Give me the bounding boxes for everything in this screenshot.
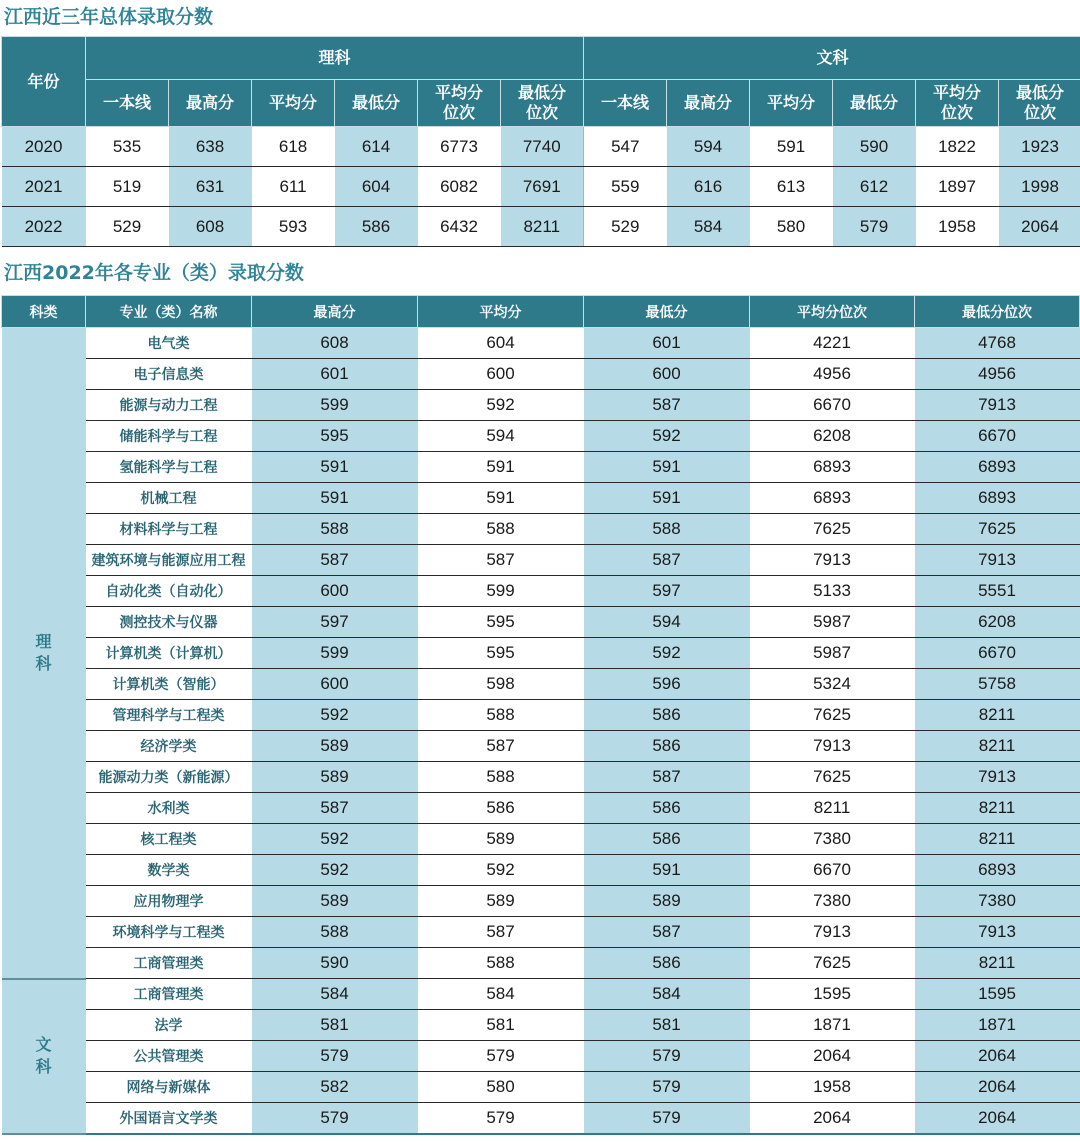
max-score-cell: 600 (252, 669, 418, 700)
min-score-cell: 592 (584, 421, 750, 452)
avg-score-cell: 598 (418, 669, 584, 700)
min-score-cell: 591 (584, 483, 750, 514)
min-score-cell: 587 (584, 545, 750, 576)
year-cell: 2020 (2, 127, 86, 167)
major-name-cell: 电子信息类 (86, 359, 252, 390)
sub-header: 平均分 位次 (916, 80, 999, 127)
avg-score-cell: 588 (418, 948, 584, 979)
major-name-cell: 环境科学与工程类 (86, 917, 252, 948)
major-row (2, 731, 1080, 762)
major-header-row (2, 296, 1080, 328)
avg-rank-cell: 1958 (750, 1072, 915, 1103)
category-cell: 文 科 (2, 979, 86, 1135)
max-score-cell: 589 (252, 731, 418, 762)
major-name-cell: 网络与新媒体 (86, 1072, 252, 1103)
major-row (2, 421, 1080, 452)
major-row (2, 514, 1080, 545)
category-header: 科类 (2, 296, 86, 328)
avg-score-cell: 579 (418, 1103, 584, 1135)
min-score-cell: 600 (584, 359, 750, 390)
avg-rank-cell: 2064 (750, 1041, 915, 1072)
major-row (2, 1041, 1080, 1072)
avg-score-cell: 587 (418, 917, 584, 948)
max-score-cell: 608 (252, 328, 418, 359)
science-group-header: 理科 (86, 37, 584, 80)
avg-rank-cell: 7625 (750, 762, 915, 793)
min-rank-cell: 5758 (915, 669, 1080, 700)
sub-header: 最低分 位次 (999, 80, 1080, 127)
min-score-cell: 587 (584, 917, 750, 948)
major-row (2, 483, 1080, 514)
year-row (2, 167, 1080, 207)
science-score-cell: 7691 (501, 167, 584, 207)
min-score-cell: 581 (584, 1010, 750, 1041)
max-score-cell: 592 (252, 855, 418, 886)
min-score-cell: 586 (584, 824, 750, 855)
min-score-cell: 579 (584, 1041, 750, 1072)
major-row (2, 793, 1080, 824)
major-name-cell: 应用物理学 (86, 886, 252, 917)
min-score-cell: 579 (584, 1103, 750, 1135)
avg-score-cell: 591 (418, 452, 584, 483)
major-row (2, 948, 1080, 979)
avg-rank-cell: 5133 (750, 576, 915, 607)
avg-score-cell: 604 (418, 328, 584, 359)
min-rank-cell: 2064 (915, 1041, 1080, 1072)
avg-score-cell: 587 (418, 545, 584, 576)
science-score-cell: 6082 (418, 167, 501, 207)
sub-header: 最低分 (335, 80, 418, 127)
arts-score-cell: 559 (584, 167, 667, 207)
max-score-cell: 599 (252, 390, 418, 421)
major-name-cell: 法学 (86, 1010, 252, 1041)
min-score-cell: 584 (584, 979, 750, 1010)
major-scores-body (2, 328, 1080, 1135)
avg-score-cell: 588 (418, 762, 584, 793)
min-rank-cell: 2064 (915, 1103, 1080, 1135)
max-score-cell: 584 (252, 979, 418, 1010)
arts-score-cell: 547 (584, 127, 667, 167)
avg-rank-cell: 6670 (750, 855, 915, 886)
major-name-cell: 电气类 (86, 328, 252, 359)
avg-score-cell: 581 (418, 1010, 584, 1041)
major-name-cell: 自动化类（自动化） (86, 576, 252, 607)
science-score-cell: 638 (169, 127, 252, 167)
avg-rank-cell: 7913 (750, 545, 915, 576)
max-score-cell: 597 (252, 607, 418, 638)
avg-score-cell: 587 (418, 731, 584, 762)
major-row (2, 979, 1080, 1010)
max-score-cell: 595 (252, 421, 418, 452)
avg-rank-cell: 6208 (750, 421, 915, 452)
avg-rank-cell: 5324 (750, 669, 915, 700)
min-rank-cell: 7380 (915, 886, 1080, 917)
max-score-cell: 581 (252, 1010, 418, 1041)
major-row (2, 359, 1080, 390)
min-score-cell: 586 (584, 948, 750, 979)
arts-score-cell: 579 (833, 207, 916, 247)
year-cell: 2021 (2, 167, 86, 207)
arts-score-cell: 613 (750, 167, 833, 207)
min-score-header: 最低分 (584, 296, 750, 328)
science-score-cell: 6773 (418, 127, 501, 167)
avg-rank-cell: 6893 (750, 452, 915, 483)
major-row (2, 917, 1080, 948)
arts-score-cell: 1897 (916, 167, 999, 207)
avg-score-cell: 594 (418, 421, 584, 452)
science-score-cell: 593 (252, 207, 335, 247)
overall-scores-title: 江西近三年总体录取分数 (4, 6, 214, 28)
avg-score-cell: 595 (418, 638, 584, 669)
science-score-cell: 8211 (501, 207, 584, 247)
arts-score-cell: 1998 (999, 167, 1080, 207)
avg-rank-cell: 2064 (750, 1103, 915, 1135)
max-score-cell: 599 (252, 638, 418, 669)
major-name-cell: 水利类 (86, 793, 252, 824)
sub-header: 一本线 (86, 80, 169, 127)
max-score-cell: 588 (252, 514, 418, 545)
arts-score-cell: 594 (667, 127, 750, 167)
major-row (2, 855, 1080, 886)
max-score-cell: 592 (252, 824, 418, 855)
avg-score-cell: 586 (418, 793, 584, 824)
sub-header: 平均分 (750, 80, 833, 127)
sub-header: 最低分 (833, 80, 916, 127)
min-rank-cell: 6893 (915, 483, 1080, 514)
avg-rank-cell: 7913 (750, 731, 915, 762)
min-score-cell: 586 (584, 700, 750, 731)
min-score-cell: 588 (584, 514, 750, 545)
min-score-cell: 596 (584, 669, 750, 700)
science-score-cell: 6432 (418, 207, 501, 247)
min-rank-cell: 1871 (915, 1010, 1080, 1041)
max-score-cell: 587 (252, 545, 418, 576)
max-score-cell: 589 (252, 886, 418, 917)
science-score-cell: 614 (335, 127, 418, 167)
major-name-cell: 公共管理类 (86, 1041, 252, 1072)
major-row (2, 1072, 1080, 1103)
sub-header: 平均分 (252, 80, 335, 127)
major-name-cell: 能源动力类（新能源） (86, 762, 252, 793)
science-score-cell: 618 (252, 127, 335, 167)
major-row (2, 824, 1080, 855)
min-score-cell: 589 (584, 886, 750, 917)
avg-rank-cell: 7625 (750, 700, 915, 731)
min-rank-cell: 8211 (915, 700, 1080, 731)
avg-score-cell: 600 (418, 359, 584, 390)
avg-score-cell: 589 (418, 824, 584, 855)
min-score-cell: 586 (584, 731, 750, 762)
science-score-cell: 604 (335, 167, 418, 207)
max-score-cell: 589 (252, 762, 418, 793)
major-name-cell: 测控技术与仪器 (86, 607, 252, 638)
min-rank-cell: 7913 (915, 762, 1080, 793)
major-row (2, 886, 1080, 917)
arts-score-cell: 529 (584, 207, 667, 247)
science-score-cell: 529 (86, 207, 169, 247)
min-rank-cell: 8211 (915, 731, 1080, 762)
major-scores-title: 江西2022年各专业（类）录取分数 (4, 262, 304, 284)
avg-rank-cell: 4956 (750, 359, 915, 390)
science-score-cell: 611 (252, 167, 335, 207)
avg-score-cell: 591 (418, 483, 584, 514)
category-cell: 理 科 (2, 328, 86, 979)
avg-rank-cell: 1595 (750, 979, 915, 1010)
major-row (2, 762, 1080, 793)
avg-score-cell: 592 (418, 855, 584, 886)
major-row (2, 607, 1080, 638)
avg-score-header: 平均分 (418, 296, 584, 328)
max-score-cell: 579 (252, 1041, 418, 1072)
max-score-cell: 582 (252, 1072, 418, 1103)
min-rank-cell: 8211 (915, 793, 1080, 824)
year-header: 年份 (2, 37, 86, 127)
avg-score-cell: 595 (418, 607, 584, 638)
avg-rank-cell: 7625 (750, 948, 915, 979)
overall-scores-table (1, 36, 1080, 247)
major-row (2, 669, 1080, 700)
major-name-header: 专业（类）名称 (86, 296, 252, 328)
arts-group-header: 文科 (584, 37, 1080, 80)
sub-header: 一本线 (584, 80, 667, 127)
avg-rank-cell: 8211 (750, 793, 915, 824)
major-row (2, 545, 1080, 576)
avg-rank-cell: 6670 (750, 390, 915, 421)
min-rank-cell: 7625 (915, 514, 1080, 545)
avg-score-cell: 580 (418, 1072, 584, 1103)
min-rank-header: 最低分位次 (915, 296, 1080, 328)
major-name-cell: 管理科学与工程类 (86, 700, 252, 731)
science-score-cell: 519 (86, 167, 169, 207)
sub-header-row (2, 80, 1080, 127)
major-name-cell: 经济学类 (86, 731, 252, 762)
min-score-cell: 591 (584, 855, 750, 886)
min-score-cell: 591 (584, 452, 750, 483)
major-name-cell: 材料科学与工程 (86, 514, 252, 545)
avg-rank-cell: 5987 (750, 607, 915, 638)
min-score-cell: 592 (584, 638, 750, 669)
min-rank-cell: 6893 (915, 452, 1080, 483)
max-score-cell: 601 (252, 359, 418, 390)
arts-score-cell: 591 (750, 127, 833, 167)
major-scores-table (1, 295, 1080, 1135)
arts-score-cell: 1958 (916, 207, 999, 247)
major-name-cell: 计算机类（计算机） (86, 638, 252, 669)
avg-score-cell: 588 (418, 514, 584, 545)
major-row (2, 452, 1080, 483)
min-rank-cell: 7913 (915, 545, 1080, 576)
avg-score-cell: 579 (418, 1041, 584, 1072)
max-score-cell: 592 (252, 700, 418, 731)
min-score-cell: 587 (584, 762, 750, 793)
avg-score-cell: 592 (418, 390, 584, 421)
max-score-cell: 579 (252, 1103, 418, 1135)
min-rank-cell: 2064 (915, 1072, 1080, 1103)
major-row (2, 328, 1080, 359)
major-row (2, 576, 1080, 607)
max-score-cell: 587 (252, 793, 418, 824)
science-score-cell: 535 (86, 127, 169, 167)
avg-rank-cell: 7913 (750, 917, 915, 948)
min-rank-cell: 7913 (915, 917, 1080, 948)
science-score-cell: 631 (169, 167, 252, 207)
avg-rank-cell: 5987 (750, 638, 915, 669)
avg-rank-cell: 7380 (750, 886, 915, 917)
sub-header: 最高分 (667, 80, 750, 127)
min-score-cell: 586 (584, 793, 750, 824)
major-row (2, 638, 1080, 669)
avg-score-cell: 584 (418, 979, 584, 1010)
avg-rank-header: 平均分位次 (750, 296, 915, 328)
major-name-cell: 数学类 (86, 855, 252, 886)
min-rank-cell: 7913 (915, 390, 1080, 421)
year-row (2, 207, 1080, 247)
major-name-cell: 外国语言文学类 (86, 1103, 252, 1135)
min-score-cell: 587 (584, 390, 750, 421)
major-name-cell: 能源与动力工程 (86, 390, 252, 421)
min-score-cell: 597 (584, 576, 750, 607)
major-row (2, 1103, 1080, 1135)
major-name-cell: 工商管理类 (86, 948, 252, 979)
sub-header: 最高分 (169, 80, 252, 127)
major-row (2, 700, 1080, 731)
max-score-cell: 590 (252, 948, 418, 979)
avg-rank-cell: 6893 (750, 483, 915, 514)
min-rank-cell: 6208 (915, 607, 1080, 638)
avg-rank-cell: 7380 (750, 824, 915, 855)
min-rank-cell: 8211 (915, 948, 1080, 979)
science-score-cell: 7740 (501, 127, 584, 167)
min-score-cell: 594 (584, 607, 750, 638)
min-rank-cell: 6670 (915, 421, 1080, 452)
science-score-cell: 586 (335, 207, 418, 247)
major-name-cell: 储能科学与工程 (86, 421, 252, 452)
major-name-cell: 核工程类 (86, 824, 252, 855)
arts-score-cell: 616 (667, 167, 750, 207)
max-score-cell: 588 (252, 917, 418, 948)
arts-score-cell: 580 (750, 207, 833, 247)
avg-rank-cell: 7625 (750, 514, 915, 545)
max-score-cell: 600 (252, 576, 418, 607)
overall-scores-body (2, 127, 1080, 247)
min-rank-cell: 4768 (915, 328, 1080, 359)
major-name-cell: 建筑环境与能源应用工程 (86, 545, 252, 576)
arts-score-cell: 590 (833, 127, 916, 167)
min-score-cell: 579 (584, 1072, 750, 1103)
avg-score-cell: 599 (418, 576, 584, 607)
max-score-header: 最高分 (252, 296, 418, 328)
max-score-cell: 591 (252, 452, 418, 483)
avg-rank-cell: 4221 (750, 328, 915, 359)
sub-header: 平均分 位次 (418, 80, 501, 127)
min-score-cell: 601 (584, 328, 750, 359)
sub-header: 最低分 位次 (501, 80, 584, 127)
avg-rank-cell: 1871 (750, 1010, 915, 1041)
min-rank-cell: 8211 (915, 824, 1080, 855)
science-score-cell: 608 (169, 207, 252, 247)
year-cell: 2022 (2, 207, 86, 247)
max-score-cell: 591 (252, 483, 418, 514)
min-rank-cell: 4956 (915, 359, 1080, 390)
arts-score-cell: 612 (833, 167, 916, 207)
avg-score-cell: 589 (418, 886, 584, 917)
avg-score-cell: 588 (418, 700, 584, 731)
group-header-row (2, 37, 1080, 80)
major-name-cell: 机械工程 (86, 483, 252, 514)
major-name-cell: 工商管理类 (86, 979, 252, 1010)
major-row (2, 390, 1080, 421)
major-name-cell: 氢能科学与工程 (86, 452, 252, 483)
min-rank-cell: 1595 (915, 979, 1080, 1010)
min-rank-cell: 5551 (915, 576, 1080, 607)
min-rank-cell: 6670 (915, 638, 1080, 669)
major-name-cell: 计算机类（智能） (86, 669, 252, 700)
min-rank-cell: 6893 (915, 855, 1080, 886)
arts-score-cell: 1822 (916, 127, 999, 167)
arts-score-cell: 2064 (999, 207, 1080, 247)
arts-score-cell: 584 (667, 207, 750, 247)
year-row (2, 127, 1080, 167)
major-row (2, 1010, 1080, 1041)
arts-score-cell: 1923 (999, 127, 1080, 167)
